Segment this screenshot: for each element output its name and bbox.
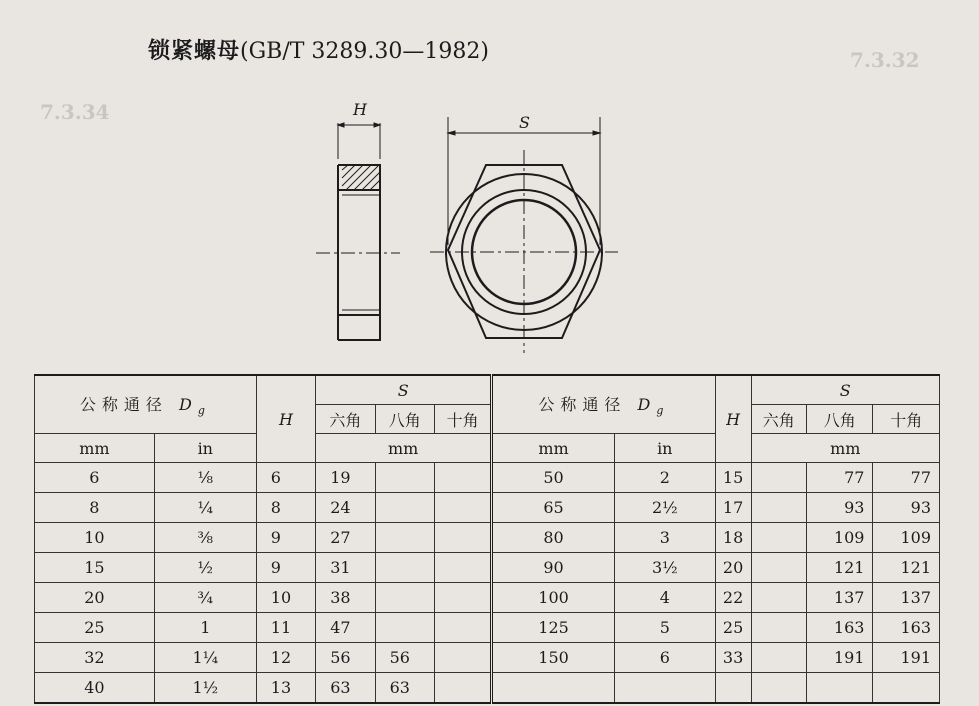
right-hex-cell [751, 643, 806, 673]
left-dec-cell [435, 493, 492, 523]
left-mm-cell: 10 [35, 523, 155, 553]
oct-header: 八角 [806, 405, 872, 434]
right-oct-cell: 77 [806, 463, 872, 493]
left-in-cell: ⅛ [154, 463, 256, 493]
right-dec-cell: 163 [873, 613, 940, 643]
right-hex-cell [751, 463, 806, 493]
left-h-cell: 8 [256, 493, 315, 523]
left-oct-cell: 63 [375, 673, 434, 704]
left-hex-cell: 24 [316, 493, 375, 523]
spec-table [34, 374, 940, 704]
right-h-cell: 17 [715, 493, 751, 523]
right-hex-cell [751, 673, 806, 704]
left-in-cell: ¾ [154, 583, 256, 613]
left-oct-cell [375, 613, 434, 643]
right-h-cell: 20 [715, 553, 751, 583]
hex-header: 六角 [751, 405, 806, 434]
left-oct-cell: 56 [375, 643, 434, 673]
left-dec-cell [435, 643, 492, 673]
table-row [35, 523, 940, 553]
right-mm-cell: 100 [492, 583, 615, 613]
left-hex-cell: 19 [316, 463, 375, 493]
nominal-header-right: 公称通径 $D_g$ [492, 375, 715, 434]
mm-unit: mm [35, 434, 155, 463]
h-header-left: H [256, 375, 315, 463]
left-in-cell: 1¼ [154, 643, 256, 673]
left-hex-cell: 63 [316, 673, 375, 704]
left-h-cell: 9 [256, 523, 315, 553]
left-dec-cell [435, 463, 492, 493]
left-hex-cell: 47 [316, 613, 375, 643]
right-oct-cell: 109 [806, 523, 872, 553]
right-hex-cell [751, 523, 806, 553]
right-h-cell: 33 [715, 643, 751, 673]
title-standard: (GB/T 3289.30—1982) [240, 39, 489, 64]
s-header-right: S [751, 375, 939, 405]
left-hex-cell: 38 [316, 583, 375, 613]
right-hex-cell [751, 493, 806, 523]
left-h-cell: 12 [256, 643, 315, 673]
left-oct-cell [375, 583, 434, 613]
right-in-cell: 2½ [614, 493, 715, 523]
left-h-cell: 9 [256, 553, 315, 583]
dec-header: 十角 [435, 405, 492, 434]
right-mm-cell: 65 [492, 493, 615, 523]
right-hex-cell [751, 583, 806, 613]
left-mm-cell: 40 [35, 673, 155, 704]
right-hex-cell [751, 613, 806, 643]
table-row [35, 643, 940, 673]
locknut-drawing [280, 95, 680, 355]
left-hex-cell: 56 [316, 643, 375, 673]
right-mm-cell: 80 [492, 523, 615, 553]
left-oct-cell [375, 493, 434, 523]
in-unit: in [154, 434, 256, 463]
right-in-cell: 3½ [614, 553, 715, 583]
bleed-through-text: 7.3.32 [850, 48, 920, 72]
left-h-cell: 6 [256, 463, 315, 493]
left-in-cell: ¼ [154, 493, 256, 523]
left-in-cell: 1 [154, 613, 256, 643]
mm-unit: mm [751, 434, 939, 463]
right-oct-cell: 93 [806, 493, 872, 523]
right-in-cell: 3 [614, 523, 715, 553]
h-dimension-label: H [353, 100, 367, 119]
right-hex-cell [751, 553, 806, 583]
right-dec-cell: 121 [873, 553, 940, 583]
table-row [35, 673, 940, 704]
right-h-cell [715, 673, 751, 704]
left-mm-cell: 15 [35, 553, 155, 583]
right-mm-cell: 150 [492, 643, 615, 673]
left-hex-cell: 27 [316, 523, 375, 553]
table-row [35, 463, 940, 493]
right-in-cell: 5 [614, 613, 715, 643]
in-unit: in [614, 434, 715, 463]
left-in-cell: ⅜ [154, 523, 256, 553]
right-oct-cell: 137 [806, 583, 872, 613]
table-row [35, 583, 940, 613]
left-hex-cell: 31 [316, 553, 375, 583]
s-dimension-label: S [519, 113, 530, 132]
right-mm-cell: 50 [492, 463, 615, 493]
right-in-cell: 4 [614, 583, 715, 613]
left-dec-cell [435, 523, 492, 553]
left-h-cell: 13 [256, 673, 315, 704]
right-h-cell: 15 [715, 463, 751, 493]
mm-unit: mm [316, 434, 492, 463]
bleed-through-text: 7.3.34 [40, 100, 110, 124]
hex-header: 六角 [316, 405, 375, 434]
right-dec-cell: 77 [873, 463, 940, 493]
left-in-cell: ½ [154, 553, 256, 583]
left-dec-cell [435, 673, 492, 704]
left-dec-cell [435, 553, 492, 583]
left-mm-cell: 8 [35, 493, 155, 523]
left-oct-cell [375, 463, 434, 493]
left-mm-cell: 32 [35, 643, 155, 673]
right-dec-cell: 109 [873, 523, 940, 553]
left-dec-cell [435, 613, 492, 643]
right-oct-cell: 191 [806, 643, 872, 673]
oct-header: 八角 [375, 405, 434, 434]
right-h-cell: 22 [715, 583, 751, 613]
left-in-cell: 1½ [154, 673, 256, 704]
title-chinese: 锁紧螺母 [148, 38, 241, 64]
right-in-cell [614, 673, 715, 704]
right-dec-cell [873, 673, 940, 704]
h-header-right: H [715, 375, 751, 463]
left-h-cell: 10 [256, 583, 315, 613]
right-h-cell: 25 [715, 613, 751, 643]
page-title [148, 34, 489, 65]
mm-unit: mm [492, 434, 615, 463]
table-row [35, 613, 940, 643]
left-oct-cell [375, 553, 434, 583]
right-in-cell: 6 [614, 643, 715, 673]
s-header-left: S [316, 375, 492, 405]
right-mm-cell [492, 673, 615, 704]
table-row [35, 493, 940, 523]
left-h-cell: 11 [256, 613, 315, 643]
table-row [35, 553, 940, 583]
right-dec-cell: 137 [873, 583, 940, 613]
right-mm-cell: 90 [492, 553, 615, 583]
right-in-cell: 2 [614, 463, 715, 493]
right-dec-cell: 191 [873, 643, 940, 673]
right-oct-cell: 163 [806, 613, 872, 643]
right-oct-cell [806, 673, 872, 704]
nominal-header-left: 公称通径 $D_g$ [35, 375, 257, 434]
right-h-cell: 18 [715, 523, 751, 553]
left-oct-cell [375, 523, 434, 553]
left-mm-cell: 20 [35, 583, 155, 613]
left-dec-cell [435, 583, 492, 613]
right-dec-cell: 93 [873, 493, 940, 523]
left-mm-cell: 25 [35, 613, 155, 643]
right-oct-cell: 121 [806, 553, 872, 583]
right-mm-cell: 125 [492, 613, 615, 643]
dec-header: 十角 [873, 405, 940, 434]
left-mm-cell: 6 [35, 463, 155, 493]
